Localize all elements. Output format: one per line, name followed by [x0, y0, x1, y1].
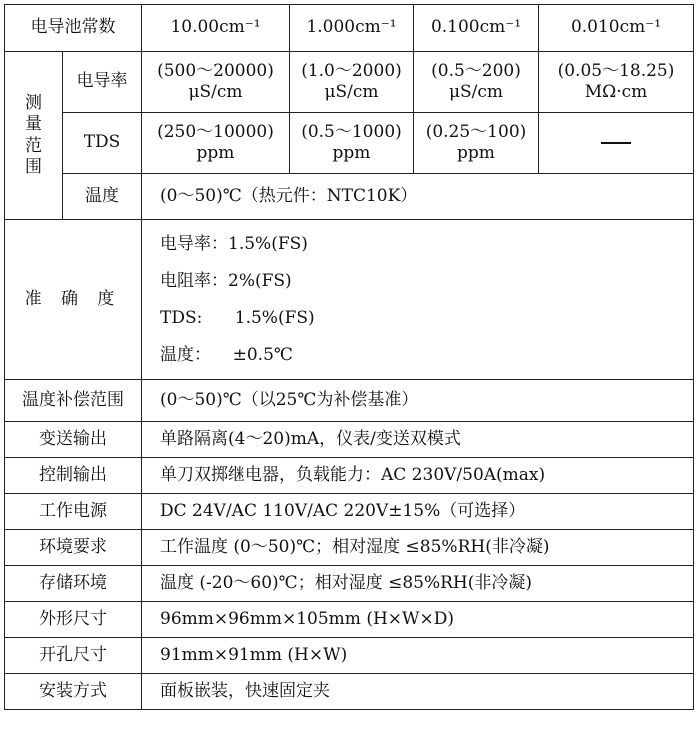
spec-value: 面板嵌装，快速固定夹	[142, 674, 694, 710]
conductivity-range-2: (1.0～2000) μS/cm	[290, 52, 414, 113]
range-label-char: 测	[25, 93, 42, 113]
accuracy-line: TDS: 1.5%(FS)	[160, 307, 315, 328]
spec-row	[5, 422, 694, 458]
not-applicable-dash	[601, 142, 631, 144]
spec-label: 温度补偿范围	[5, 380, 142, 422]
spec-value: 温度 (-20～60)℃；相对湿度 ≤85%RH(非冷凝)	[142, 566, 694, 602]
accuracy-line: 电阻率：2%(FS)	[160, 270, 292, 291]
spec-label: 外形尺寸	[5, 602, 142, 638]
conductivity-label: 电导率	[63, 52, 142, 113]
tds-range-2: (0.5～1000) ppm	[290, 113, 414, 174]
temperature-range: (0～50)℃（热元件：NTC10K）	[142, 174, 694, 220]
accuracy-label: 准 确 度	[5, 220, 142, 380]
range-label-char: 范	[25, 135, 42, 156]
accuracy-line: 电导率：1.5%(FS)	[160, 233, 308, 254]
spec-row	[5, 530, 694, 566]
range-label-char: 围	[25, 156, 42, 177]
row-accuracy	[5, 220, 694, 380]
tds-range-1: (250～10000) ppm	[142, 113, 290, 174]
spec-value: 单路隔离(4～20)mA，仪表/变送双模式	[142, 422, 694, 458]
range-label-char: 量	[25, 114, 42, 135]
temperature-label: 温度	[63, 174, 142, 220]
spec-value: 96mm×96mm×105mm (H×W×D)	[142, 602, 694, 638]
spec-value: DC 24V/AC 110V/AC 220V±15%（可选择）	[142, 494, 694, 530]
header-row	[5, 5, 694, 52]
conductivity-range-1: (500～20000) μS/cm	[142, 52, 290, 113]
tds-range-3: (0.25～100) ppm	[414, 113, 539, 174]
spec-row	[5, 602, 694, 638]
accuracy-line: 温度： ±0.5℃	[160, 344, 293, 365]
cell-constant-1: 1.000cm⁻¹	[290, 5, 414, 52]
spec-value: 91mm×91mm (H×W)	[142, 638, 694, 674]
cell-constant-0.01: 0.010cm⁻¹	[539, 5, 694, 52]
row-conductivity	[5, 52, 694, 113]
tds-range-4	[539, 113, 694, 174]
spec-label: 开孔尺寸	[5, 638, 142, 674]
conductivity-range-3: (0.5～200) μS/cm	[414, 52, 539, 113]
spec-label: 存储环境	[5, 566, 142, 602]
spec-row	[5, 566, 694, 602]
spec-label: 环境要求	[5, 530, 142, 566]
spec-value: 工作温度 (0～50)℃；相对湿度 ≤85%RH(非冷凝)	[142, 530, 694, 566]
spec-row	[5, 494, 694, 530]
spec-value: 单刀双掷继电器，负载能力：AC 230V/50A(max)	[142, 458, 694, 494]
spec-label: 安装方式	[5, 674, 142, 710]
spec-row	[5, 674, 694, 710]
spec-row	[5, 638, 694, 674]
cell-constant-10: 10.00cm⁻¹	[142, 5, 290, 52]
spec-value: (0～50)℃（以25℃为补偿基准）	[142, 380, 694, 422]
tds-label: TDS	[63, 113, 142, 174]
cell-constant-0.1: 0.100cm⁻¹	[414, 5, 539, 52]
cell-constant-label: 电导池常数	[5, 5, 142, 52]
spec-table	[4, 4, 694, 710]
spec-label: 变送输出	[5, 422, 142, 458]
row-tds	[5, 113, 694, 174]
spec-row	[5, 458, 694, 494]
accuracy-values	[142, 220, 694, 380]
conductivity-range-4: (0.05～18.25) MΩ·cm	[539, 52, 694, 113]
range-label	[5, 52, 63, 220]
spec-label: 工作电源	[5, 494, 142, 530]
spec-label: 控制输出	[5, 458, 142, 494]
spec-row	[5, 380, 694, 422]
row-temperature	[5, 174, 694, 220]
